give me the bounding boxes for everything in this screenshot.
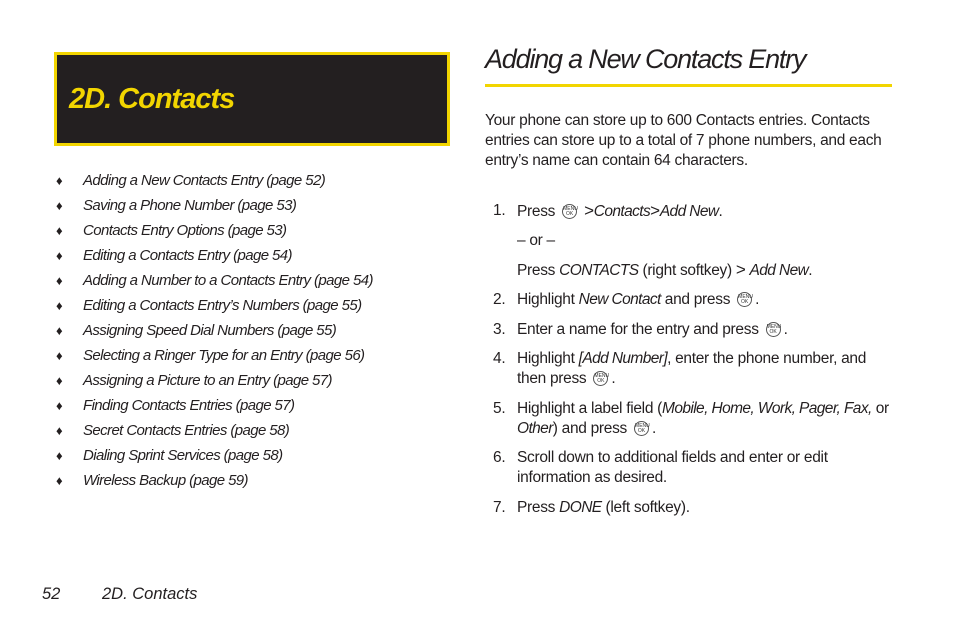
toc-item-label: Contacts Entry Options (page 53) — [83, 222, 287, 239]
step-1 — [493, 201, 893, 222]
step-text: Press — [517, 499, 560, 516]
menu-ok-key-icon: MENU OK — [738, 294, 753, 306]
section-title: Adding a New Contacts Entry — [485, 44, 806, 74]
new-contact-option: New Contact — [578, 291, 661, 308]
toc-item-label: Adding a Number to a Contacts Entry (page 54) — [83, 272, 373, 289]
diamond-bullet-icon: ♦ — [56, 423, 63, 438]
step-text: and press — [660, 291, 731, 308]
menu-arrow: > — [584, 201, 594, 220]
step-number: 7. — [493, 499, 506, 516]
period: . — [718, 203, 723, 220]
diamond-bullet-icon: ♦ — [56, 373, 63, 388]
period: . — [808, 262, 813, 279]
step-text: Enter a name for the entry and press — [517, 321, 759, 338]
menu-arrow: > — [650, 201, 660, 220]
diamond-bullet-icon: ♦ — [56, 473, 63, 488]
diamond-bullet-icon: ♦ — [56, 348, 63, 363]
menu-path-contacts: Contacts — [593, 203, 651, 220]
diamond-bullet-icon: ♦ — [56, 173, 63, 188]
toc-item-label: Assigning Speed Dial Numbers (page 55) — [83, 322, 337, 339]
toc-item-label: Saving a Phone Number (page 53) — [83, 197, 297, 214]
period: . — [611, 370, 616, 387]
menu-arrow: > — [735, 260, 746, 279]
step-text: Press — [517, 203, 556, 220]
diamond-bullet-icon: ♦ — [56, 398, 63, 413]
step-6 — [493, 448, 893, 488]
toc-item-label: Editing a Contacts Entry (page 54) — [83, 247, 292, 264]
menu-path-add-new: Add New — [659, 203, 719, 220]
toc-item-label: Secret Contacts Entries (page 58) — [83, 422, 290, 439]
toc-item[interactable] — [56, 293, 436, 318]
step-text: Highlight a label field ( — [517, 400, 663, 417]
done-softkey-label: DONE — [559, 499, 602, 516]
add-number-option: [Add Number] — [578, 350, 668, 367]
period: . — [755, 291, 760, 308]
step-text: (left softkey). — [601, 499, 690, 516]
step-number: 5. — [493, 400, 506, 417]
step-5 — [493, 399, 893, 439]
chapter-title: 2D. Contacts — [69, 83, 235, 115]
step-2 — [493, 290, 893, 310]
toc-item-label: Selecting a Ringer Type for an Entry (page 56) — [83, 347, 365, 364]
step-text: , enter the phone number, and then press — [517, 350, 867, 387]
menu-ok-key-icon: MENU OK — [563, 206, 578, 218]
step-7 — [493, 498, 893, 518]
toc-item[interactable] — [56, 318, 436, 343]
step-text: Press — [517, 262, 556, 279]
diamond-bullet-icon: ♦ — [56, 223, 63, 238]
toc-item[interactable] — [56, 393, 436, 418]
step-text: Highlight — [517, 350, 579, 367]
chapter-title-box — [54, 52, 450, 146]
intro-paragraph: Your phone can store up to 600 Contacts entries. Contacts entries can store up to a total of 7 phone numbers, and each entry’s name can contain 64 characters. — [485, 112, 882, 169]
toc-item-label: Adding a New Contacts Entry (page 52) — [83, 172, 326, 189]
title-underline — [485, 84, 892, 87]
step-number: 3. — [493, 321, 506, 338]
menu-ok-key-icon: MENU OK — [635, 423, 650, 435]
toc-item[interactable] — [56, 368, 436, 393]
diamond-bullet-icon: ♦ — [56, 298, 63, 313]
toc-item[interactable] — [56, 193, 436, 218]
step-number: 4. — [493, 350, 506, 367]
toc-item[interactable] — [56, 343, 436, 368]
toc-item[interactable] — [56, 168, 436, 193]
toc-item-label: Finding Contacts Entries (page 57) — [83, 397, 295, 414]
page-number: 52 — [42, 585, 61, 603]
menu-ok-key-icon: MENU OK — [594, 373, 610, 385]
step-text: Scroll down to additional fields and enter or edit information as desired. — [517, 449, 828, 486]
step-1-alternate — [517, 260, 812, 281]
step-text: ) and press — [552, 420, 628, 437]
diamond-bullet-icon: ♦ — [56, 198, 63, 213]
diamond-bullet-icon: ♦ — [56, 323, 63, 338]
period: . — [652, 420, 657, 437]
contacts-softkey-label: CONTACTS — [559, 262, 639, 279]
label-other-option: Other — [517, 420, 553, 437]
step-text: Highlight — [517, 291, 579, 308]
toc-item-label: Wireless Backup (page 59) — [83, 472, 248, 489]
footer-chapter-title: 2D. Contacts — [102, 585, 198, 603]
menu-path-add-new: Add New — [749, 262, 809, 279]
step-number: 2. — [493, 291, 506, 308]
toc-item[interactable] — [56, 218, 436, 243]
menu-ok-key-icon: MENU OK — [766, 324, 782, 336]
toc-item[interactable] — [56, 243, 436, 268]
toc-item-label: Editing a Contacts Entry’s Numbers (page 55) — [83, 297, 362, 314]
toc-item[interactable] — [56, 468, 436, 493]
toc-item[interactable] — [56, 268, 436, 293]
toc-item[interactable] — [56, 418, 436, 443]
or-separator: – or – — [517, 232, 555, 249]
step-text: (right softkey) — [638, 262, 736, 279]
step-number: 6. — [493, 449, 506, 466]
diamond-bullet-icon: ♦ — [56, 273, 63, 288]
toc-item-label: Dialing Sprint Services (page 58) — [83, 447, 283, 464]
step-number: 1. — [493, 202, 506, 219]
label-options: Mobile, Home, Work, Pager, Fax, — [662, 400, 872, 417]
diamond-bullet-icon: ♦ — [56, 248, 63, 263]
toc-item[interactable] — [56, 443, 436, 468]
chapter-toc — [56, 168, 436, 493]
diamond-bullet-icon: ♦ — [56, 448, 63, 463]
step-text: or — [871, 400, 889, 417]
step-3 — [493, 320, 893, 340]
period: . — [783, 321, 788, 338]
step-4 — [493, 349, 893, 389]
toc-item-label: Assigning a Picture to an Entry (page 57) — [83, 372, 332, 389]
